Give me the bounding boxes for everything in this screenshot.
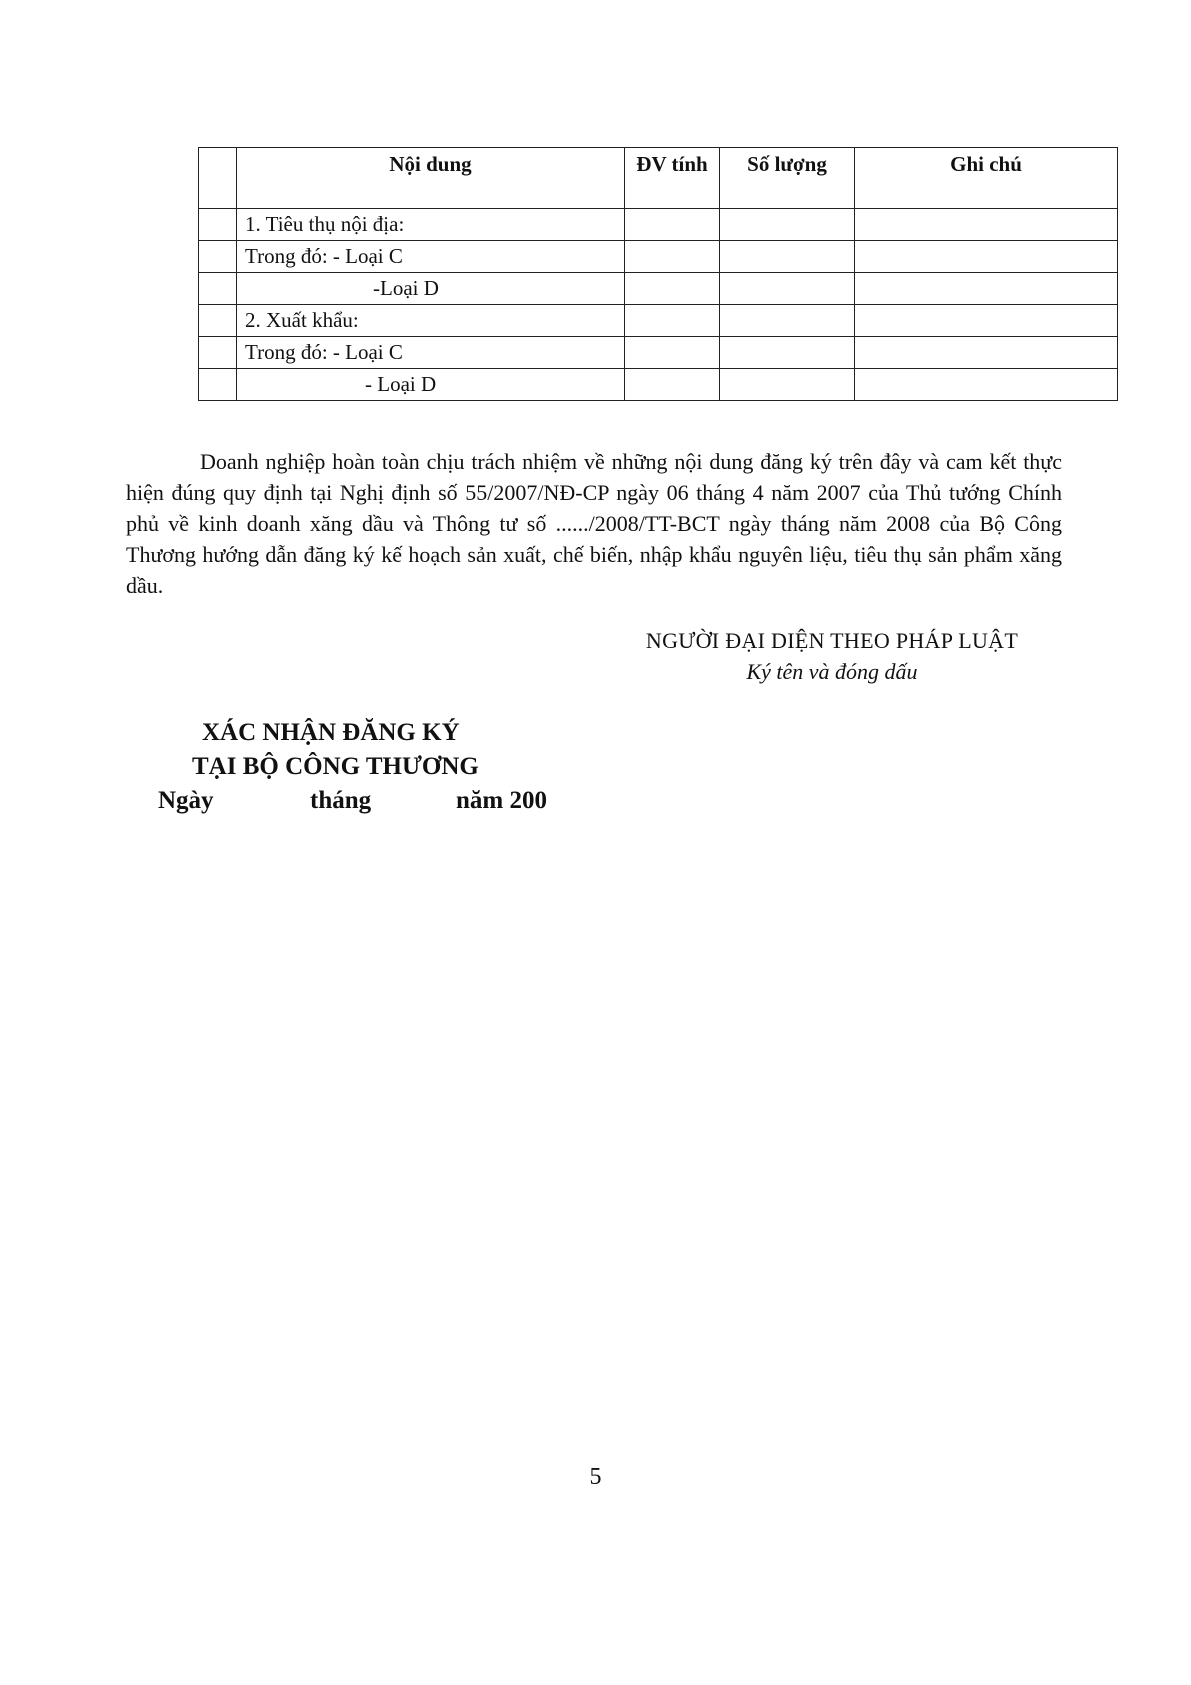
page-number: 5 xyxy=(589,1464,602,1490)
date-month-label: tháng xyxy=(310,787,372,814)
row-quantity-cell xyxy=(720,337,855,369)
row-note-cell xyxy=(855,369,1118,401)
registration-table xyxy=(198,147,1118,401)
table-header-quantity: Số lượng xyxy=(720,148,855,209)
registration-confirmation xyxy=(150,716,580,818)
row-unit-cell xyxy=(625,273,720,305)
table-row xyxy=(199,241,1118,273)
row-quantity-cell xyxy=(720,209,855,241)
row-note-cell xyxy=(855,305,1118,337)
row-note-cell xyxy=(855,241,1118,273)
table-row xyxy=(199,273,1118,305)
row-unit-cell xyxy=(625,369,720,401)
row-unit-cell xyxy=(625,337,720,369)
date-year-label: năm 200 xyxy=(456,787,547,814)
row-quantity-cell xyxy=(720,241,855,273)
row-note-cell xyxy=(855,273,1118,305)
commitment-paragraph: Doanh nghiệp hoàn toàn chịu trách nhiệm về những nội dung đăng ký trên đây và cam kết thực hiện đúng quy định tại Nghị định số 55/2007/NĐ-CP ngày 06 tháng 4 năm 2007 của Thủ tướng Chính phủ về kinh doanh xăng dầu và Thông tư số ....../2008/TT-BCT ngày tháng năm 2008 của Bộ Công Thương hướng dẫn đăng ký kế hoạch sản xuất, chế biến, nhập khẩu nguyên liệu, tiêu thụ sản phẩm xăng dầu. xyxy=(126,449,1062,598)
row-content-cell: Trong đó: - Loại C xyxy=(237,337,625,369)
row-blank-cell xyxy=(199,305,237,337)
row-unit-cell xyxy=(625,209,720,241)
table-header-row xyxy=(199,148,1118,209)
row-content-cell: - Loại D xyxy=(237,369,625,401)
row-unit-cell xyxy=(625,305,720,337)
row-content-cell: 1. Tiêu thụ nội địa: xyxy=(237,209,625,241)
legal-representative-title: NGƯỜI ĐẠI DIỆN THEO PHÁP LUẬT xyxy=(645,628,1019,653)
table-header-note: Ghi chú xyxy=(855,148,1118,209)
row-blank-cell xyxy=(199,369,237,401)
row-note-cell xyxy=(855,337,1118,369)
row-blank-cell xyxy=(199,241,237,273)
row-blank-cell xyxy=(199,273,237,305)
confirmation-date-line xyxy=(150,784,580,818)
row-blank-cell xyxy=(199,209,237,241)
row-quantity-cell xyxy=(720,305,855,337)
date-day-label: Ngày xyxy=(158,787,214,814)
table-header-content: Nội dung xyxy=(237,148,625,209)
row-quantity-cell xyxy=(720,273,855,305)
row-note-cell xyxy=(855,209,1118,241)
signature-instruction: Ký tên và đóng dấu xyxy=(746,659,918,684)
row-blank-cell xyxy=(199,337,237,369)
table-row xyxy=(199,305,1118,337)
table-header-blank xyxy=(199,148,237,209)
table-row xyxy=(199,337,1118,369)
row-content-cell: Trong đó: - Loại C xyxy=(237,241,625,273)
table-row xyxy=(199,369,1118,401)
row-content-cell: -Loại D xyxy=(237,273,625,305)
table-row xyxy=(199,209,1118,241)
row-content-cell: 2. Xuất khẩu: xyxy=(237,305,625,337)
confirmation-heading: XÁC NHẬN ĐĂNG KÝ xyxy=(202,719,460,746)
row-unit-cell xyxy=(625,241,720,273)
table-header-unit: ĐV tính xyxy=(625,148,720,209)
row-quantity-cell xyxy=(720,369,855,401)
confirmation-authority: TẠI BỘ CÔNG THƯƠNG xyxy=(192,753,479,780)
